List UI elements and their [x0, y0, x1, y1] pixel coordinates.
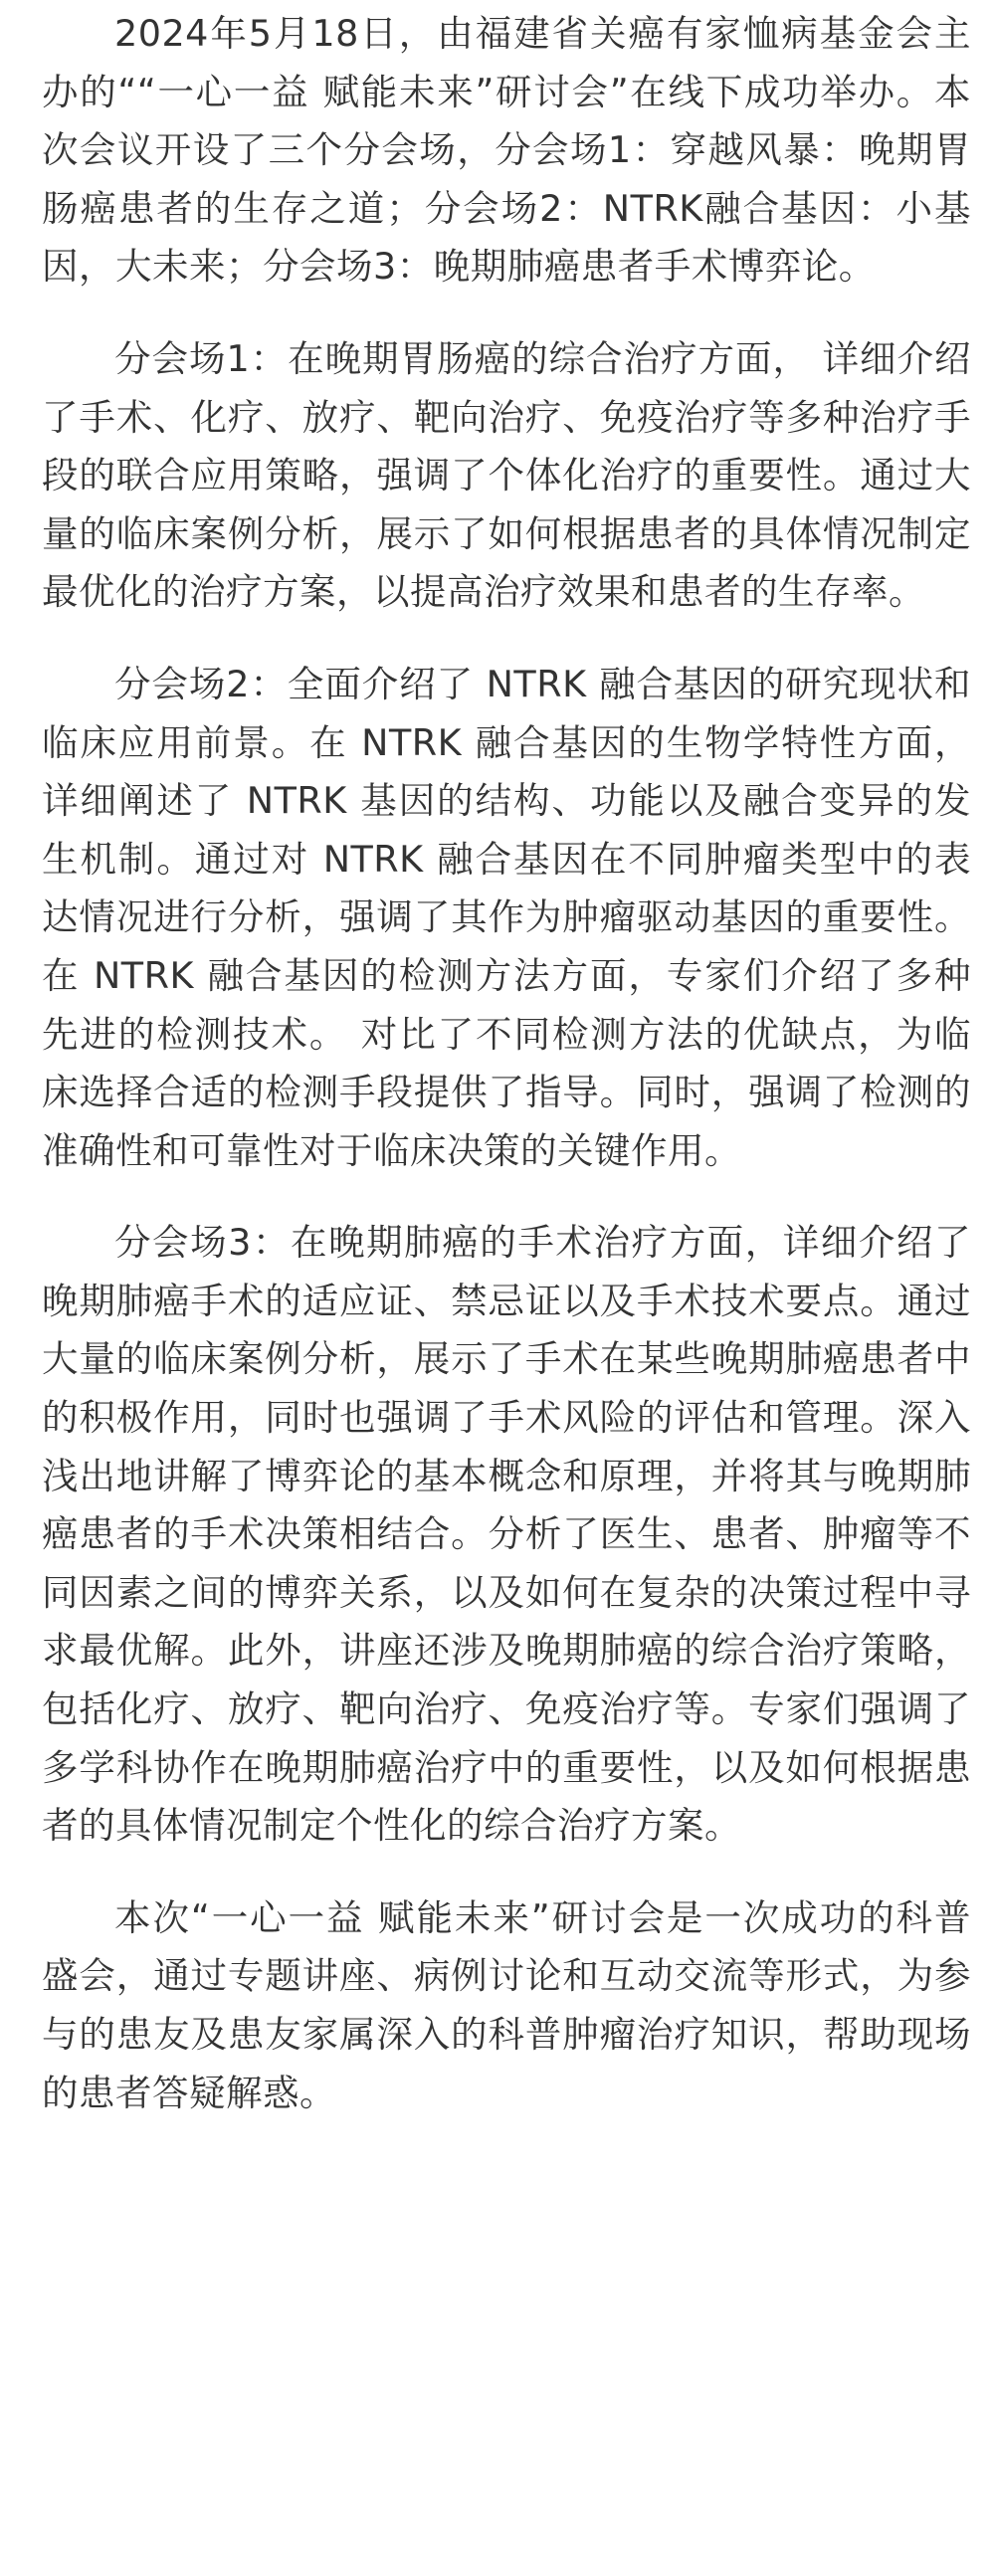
conclusion-paragraph: 本次“一心一益 赋能未来”研讨会是一次成功的科普盛会，通过专题讲座、病例讨论和互动交流等形式，为参与的患友及患友家属深入的科普肿瘤治疗知识，帮助现场的患者答疑解惑。: [42, 1895, 971, 2114]
session-3-paragraph: 分会场3：在晚期肺癌的手术治疗方面，详细介绍了晚期肺癌手术的适应证、禁忌证以及手术技术要点。通过大量的临床案例分析，展示了手术在某些晚期肺癌患者中的积极作用，同时也强调了手术风险的评估和管理。深入浅出地讲解了博弈论的基本概念和原理，并将其与晚期肺癌患者的手术决策相结合。分析了医生、患者、肿瘤等不同因素之间的博弈关系，以及如何在复杂的决策过程中寻求最优解。此外，讲座还涉及晚期肺癌的综合治疗策略，包括化疗、放疗、靶向治疗、免疫治疗等。专家们强调了多学科协作在晚期肺癌治疗中的重要性，以及如何根据患者的具体情况制定个性化的综合治疗方案。: [42, 1221, 971, 1848]
session-2-paragraph: 分会场2：全面介绍了 NTRK 融合基因的研究现状和临床应用前景。在 NTRK 融合基因的生物学特性方面，详细阐述了 NTRK 基因的结构、功能以及融合变异的发生机制。通过对 NTRK 融合基因在不同肿瘤类型中的表达情况进行分析，强调了其作为肿瘤驱动基因的重要性。在 NTRK 融合基因的检测方法方面，专家们介绍了多种先进的检测技术。 对比了不同检测方法的优缺点，为临床选择合适的检测手段提供了指导。同时，强调了检测的准确性和可靠性对于临床决策的关键作用。: [42, 662, 971, 1172]
intro-paragraph: 2024年5月18日，由福建省关癌有家恤病基金会主办的““一心一益 赋能未来”研讨会”在线下成功举办。本次会议开设了三个分会场，分会场1：穿越风暴：晚期胃肠癌患者的生存之道；分会场2：NTRK融合基因：小基因，大未来；分会场3：晚期肺癌患者手术博弈论。: [42, 12, 971, 289]
article-body: [42, 5, 971, 2156]
session-1-paragraph: 分会场1：在晚期胃肠癌的综合治疗方面， 详细介绍了手术、化疗、放疗、靶向治疗、免疫治疗等多种治疗手段的联合应用策略，强调了个体化治疗的重要性。通过大量的临床案例分析，展示了如何根据患者的具体情况制定最优化的治疗方案，以提高治疗效果和患者的生存率。: [42, 336, 971, 614]
